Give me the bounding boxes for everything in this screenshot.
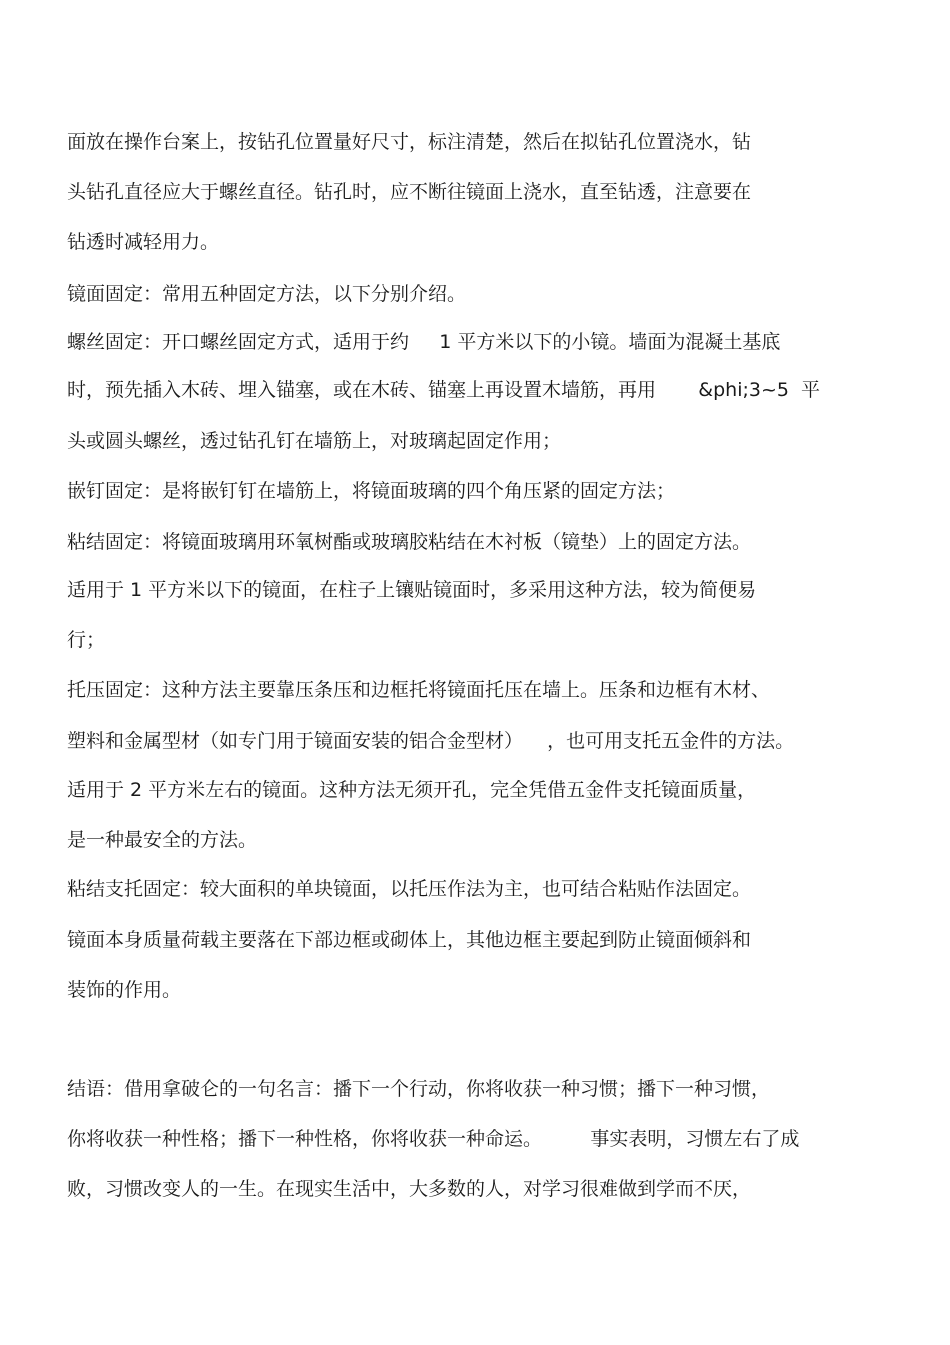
text-line: 塑料和金属型材（如专门用于镜面安装的铝合金型材） ，也可用支托五金件的方法。 [67,730,795,752]
text-line: 头或圆头螺丝，透过钻孔钉在墙筋上，对玻璃起固定作用； [67,430,562,452]
text-line: 粘结支托固定：较大面积的单块镜面，以托压作法为主，也可结合粘贴作法固定。 [67,878,752,900]
text-line: 头钻孔直径应大于螺丝直径。钻孔时，应不断往镜面上浇水，直至钻透，注意要在 [67,181,752,203]
text-line: 你将收获一种性格；播下一种性格，你将收获一种命运。 事实表明，习惯左右了成 [67,1128,800,1150]
text-line: 螺丝固定：开口螺丝固定方式，适用于约 1 平方米以下的小镜。墙面为混凝土基底 [67,331,781,353]
text-line: 面放在操作台案上，按钻孔位置量好尺寸，标注清楚，然后在拟钻孔位置浇水，钻 [67,131,752,153]
text-line: 行； [67,629,106,651]
text-line: 装饰的作用。 [67,979,182,1001]
text-line: 败，习惯改变人的一生。在现实生活中，大多数的人，对学习很难做到学而不厌， [67,1178,752,1200]
text-line: 粘结固定：将镜面玻璃用环氧树酯或玻璃胶粘结在木衬板（镜垫）上的固定方法。 [67,531,752,553]
text-line: 结语：借用拿破仑的一句名言：播下一个行动，你将收获一种习惯；播下一种习惯， [67,1078,771,1100]
text-line: 镜面本身质量荷载主要落在下部边框或砌体上，其他边框主要起到防止镜面倾斜和 [67,929,752,951]
text-line: 适用于 1 平方米以下的镜面，在柱子上镶贴镜面时，多采用这种方法，较为简便易 [67,579,757,601]
text-line: 托压固定：这种方法主要靠压条压和边框托将镜面托压在墙上。压条和边框有木材、 [67,679,771,701]
text-line: 嵌钉固定：是将嵌钉钉在墙筋上，将镜面玻璃的四个角压紧的固定方法； [67,480,676,502]
text-line: 是一种最安全的方法。 [67,829,258,851]
text-line: 时，预先插入木砖、埋入锚塞，或在木砖、锚塞上再设置木墙筋，再用 &phi;3~5 平 [67,379,821,401]
text-line: 钻透时减轻用力。 [67,231,220,253]
text-line: 适用于 2 平方米左右的镜面。这种方法无须开孔，完全凭借五金件支托镜面质量， [67,779,757,801]
text-line: 镜面固定：常用五种固定方法，以下分别介绍。 [67,283,467,305]
